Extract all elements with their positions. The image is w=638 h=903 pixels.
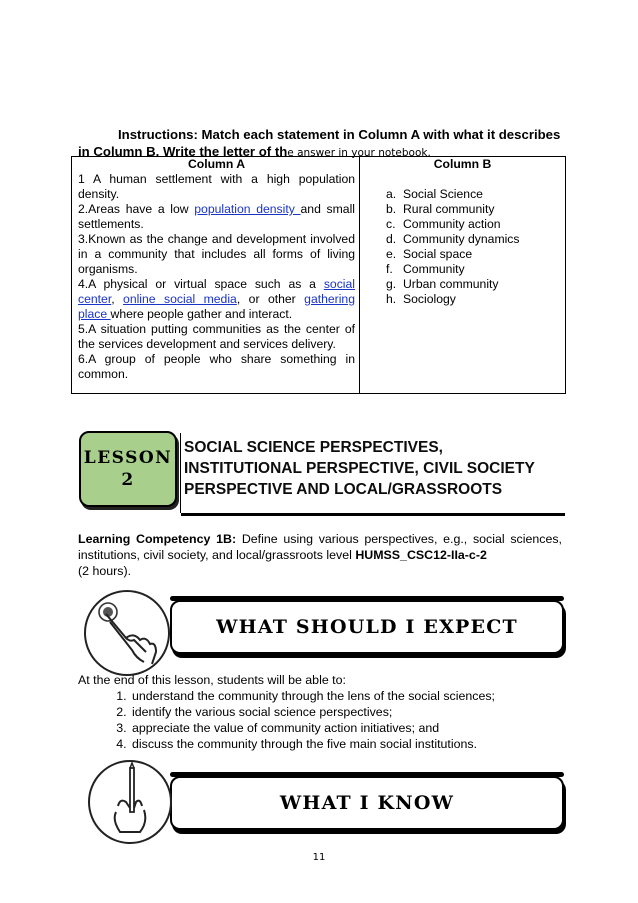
instructions-normal: e answer in your notebook.: [287, 147, 431, 159]
choice-list: [364, 187, 561, 307]
objectives-intro: At the end of this lesson, students will be able to:: [78, 673, 346, 687]
know-banner: [170, 776, 564, 830]
statement-4: 4.A physical or virtual space such as a social center, online social media, or other gathering place where people gather and interact.: [78, 277, 355, 321]
learning-competency: Learning Competency 1B: Define using various perspectives, e.g., social sciences, institutions, civil society, and local/grassroots level HUMSS_CSC12-IIa-c-2 (2 hours).: [78, 532, 562, 578]
matching-table: [71, 156, 566, 394]
list-item: 3. appreciate the value of community action initiatives; and: [130, 720, 562, 736]
list-item: 2. identify the various social science perspectives;: [130, 704, 562, 720]
page-number: 11: [312, 852, 326, 863]
list-item: 1. understand the community through the lens of the social sciences;: [130, 688, 562, 704]
competency-code: HUMSS_CSC12-IIa-c-2: [355, 548, 487, 562]
column-b: [360, 157, 565, 393]
choice-item: e. Social space: [386, 247, 473, 261]
statement-3: 3.Known as the change and development involved in a community that includes all forms of living organisms.: [78, 232, 355, 276]
statement-1: 1 A human settlement with a high population density.: [78, 172, 355, 201]
lesson-vertical-rule: [180, 433, 181, 513]
link-population-density[interactable]: population density: [194, 202, 301, 216]
expect-banner: [170, 600, 564, 654]
competency-label: Learning Competency 1B:: [78, 532, 237, 546]
link-social-center[interactable]: social center: [78, 277, 355, 306]
expect-banner-text: WHAT SHOULD I EXPECT: [216, 616, 518, 638]
objectives: [78, 672, 562, 752]
list-item: 4. discuss the community through the five main social institutions.: [130, 736, 562, 752]
choice-item: c. Community action: [386, 217, 501, 231]
finger-touch-icon: [84, 590, 170, 676]
choice-item: f. Community: [386, 262, 465, 276]
column-a: [72, 157, 360, 393]
choice-item: a. Social Science: [386, 187, 483, 201]
lesson-title: SOCIAL SCIENCE PERSPECTIVES, INSTITUTIONAL PERSPECTIVE, CIVIL SOCIETY PERSPECTIVE AND LOCAL/GRASSROOTS: [184, 439, 535, 498]
choice-item: g. Urban community: [386, 277, 499, 291]
statement-6: 6.A group of people who share something in common.: [78, 352, 355, 381]
choice-item: b. Rural community: [386, 202, 495, 216]
choice-item: d. Community dynamics: [386, 232, 520, 246]
objectives-list: [78, 688, 562, 752]
lesson-label: LESSON: [83, 448, 173, 468]
instructions-bold: Instructions: Match each statement in Column A with what it describes in Column B. Write the letter of th: [78, 127, 561, 159]
hand-pencil-icon: [88, 760, 172, 844]
column-a-header: Column A: [187, 157, 246, 171]
link-online-social-media[interactable]: online social media: [123, 292, 237, 306]
know-banner-text: WHAT I KNOW: [279, 792, 455, 814]
lesson-number: 2: [121, 470, 135, 490]
lesson-underline: [181, 513, 565, 516]
column-b-header: Column B: [433, 157, 492, 171]
statement-2: 2.Areas have a low population density and small settlements.: [78, 202, 355, 231]
link-gathering-place[interactable]: gathering place: [78, 292, 355, 321]
lesson-badge: [79, 431, 177, 507]
statement-5: 5.A situation putting communities as the center of the services development and services delivery.: [78, 322, 355, 351]
choice-item: h. Sociology: [386, 292, 456, 306]
